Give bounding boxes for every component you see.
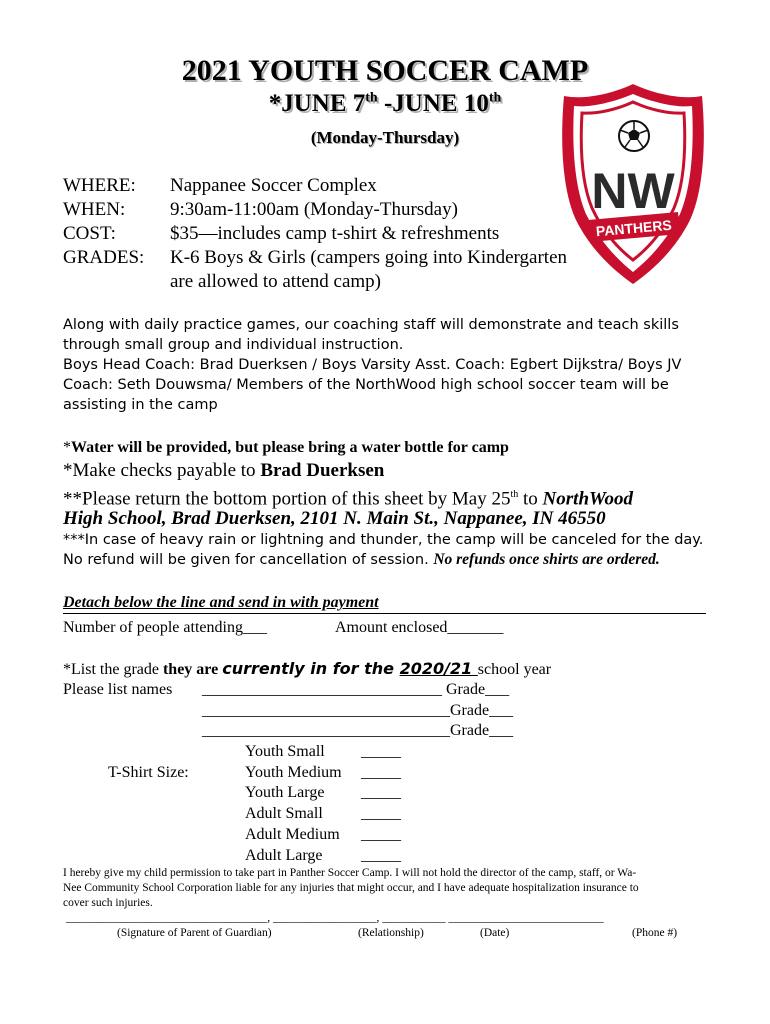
camp-days: (Monday-Thursday) [310,128,460,147]
dates-sup-start: th [365,90,378,106]
attending-field[interactable]: Number of people attending___ [63,619,267,636]
info-row-where: WHERE: Nappanee Soccer Complex [63,175,377,196]
name-line-1[interactable]: ______________________________ Grade___ [202,681,510,698]
info-row-grades: GRADES: K-6 Boys & Girls (campers going into Kindergarten [63,247,567,268]
detach-heading: Detach below the line and send in with payment [63,594,379,611]
return-note: **Please return the bottom portion of this sheet by May 25th to NorthWood [63,488,633,510]
names-label: Please list names [63,681,173,698]
dates-end: -JUNE 10 [377,90,489,117]
signature-label: (Signature of Parent of Guardian) [117,927,272,939]
size-row[interactable]: Youth Medium _____ [245,763,401,781]
water-note: *Water will be provided, but please bring a water bottle for camp [63,439,509,456]
return-address: High School, Brad Duerksen, 2101 N. Main St., Nappanee, IN 46550 [63,508,606,529]
size-row[interactable]: Youth Small _____ [245,743,401,760]
signature-lines[interactable]: ___________________________________, __________________, ___________ ___________________________ [66,912,604,924]
dates-sup-end: th [488,90,502,106]
phone-label: (Phone #) [632,927,678,939]
size-row[interactable]: Adult Large _____ [245,846,401,864]
info-block [63,174,567,294]
dates-start: *JUNE 7 [268,90,366,117]
page-title: 2021 YOUTH SOCCER CAMP [181,54,589,87]
amount-field[interactable]: Amount enclosed_______ [335,619,504,636]
rain-note: ***In case of heavy rain or lightning and thunder, the camp will be canceled for the day. No refund will be given for cancellation of session. No refunds once shirts are ordered. [63,532,704,568]
name-line-3[interactable]: _______________________________Grade___ [202,722,514,739]
detach-line [63,613,706,614]
size-row[interactable]: Youth Large _____ [245,784,401,802]
info-row-cost: COST: $35—includes camp t-shirt & refreshments [63,223,500,244]
name-line-2[interactable]: _______________________________Grade___ [202,702,514,719]
description-paragraph: Along with daily practice games, our coaching staff will demonstrate and teach skills through small group and individual instruction. Boys Head Coach: Brad Duerksen / Boys Varsity Asst. Coach: Egbert Dijkstra/ Boys JV Coach: Seth Douwsma/ Members of the NorthWood high school soccer team will be assisting in the camp [63,317,682,413]
logo-banner-text: PANTHERS [595,216,673,240]
grade-instruction: *List the grade they are currently in for the 2020/21 school year [63,659,552,678]
info-row-when: WHEN: 9:30am-11:00am (Monday-Thursday) [63,199,458,220]
info-row-grades-cont: are allowed to attend camp) [170,271,382,292]
waiver-text: I hereby give my child permission to take part in Panther Soccer Camp. I will not hold the director of the camp, staff, or Wa- Nee Community School Corporation liable for any injuries that might occur, and I have adequate hospitalization insurance to cover such injuries. [63,867,639,909]
date-label: (Date) [480,927,510,939]
checks-note: *Make checks payable to Brad Duerksen [63,460,385,481]
size-row[interactable]: Adult Small _____ [245,805,401,823]
tshirt-sizes [245,742,401,866]
relationship-label: (Relationship) [358,927,424,939]
size-row[interactable]: Adult Medium _____ [245,825,401,843]
tshirt-label: T-Shirt Size: [108,764,189,781]
logo-nw-text: NW [591,163,675,219]
nw-panthers-logo [554,80,712,288]
